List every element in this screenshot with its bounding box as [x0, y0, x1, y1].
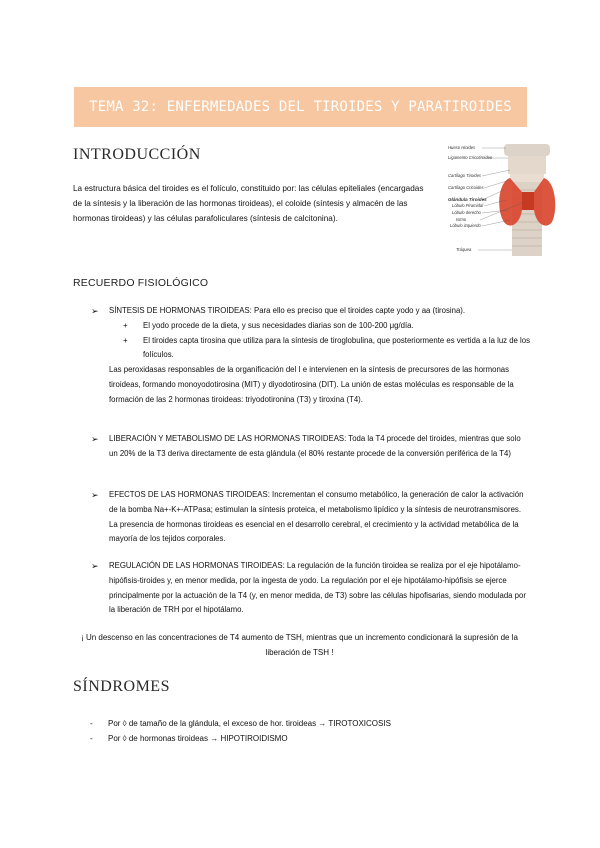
thyroid-cartilage	[508, 156, 546, 174]
highlight-note: ¡ Un descenso en las concentraciones de T4 aumento de TSH, mientras que un incremento condicionará la supresión de la liberación de TSH !	[81, 633, 518, 657]
sub-bullet-list	[123, 319, 531, 363]
bullet-regulacion	[91, 559, 531, 618]
figure-label: Hueso Hioides	[448, 145, 476, 150]
sub-bullet: + El tiroides capta tirosina que utiliza para la síntesis de tiroglobulina, que posteriormente es vertida a la luz de los folículos.	[123, 335, 531, 360]
intro-paragraph: La estructura básica del tiroides es el folículo, constituido por: las células epiteliales (encargadas de la síntesis y la liberación de las hormonas tiroideas), el coloide (síntesis y almacén de las hormonas tiroideas) y las células parafoliculares (síntesis de calcitonina).	[73, 184, 424, 223]
list-item: - Por ◊ de tamaño de la glándula, el exceso de hor. tiroideas → TIROTOXICOSIS	[90, 719, 391, 728]
title-banner	[74, 87, 527, 127]
page-title: TEMA 32: ENFERMEDADES DEL TIROIDES Y PARATIROIDES	[89, 99, 512, 115]
hyoid-bone	[504, 144, 550, 156]
figure-label: Lóbulo derecho	[452, 210, 481, 215]
figure-label: Lóbulo Piramidal	[452, 203, 484, 208]
bullet-text: REGULACIÓN DE LAS HORMONAS TIROIDEAS: La regulación de la función tiroidea se realiza por el eje hipotálamo-hipófisis-tiroides y, en menor medida, por la ingesta de yodo. La regulación por el eje hipotálamo-hipófisis se ejerce principalmente por la actuación de la T4 (y, en menor medida, de T3) sobre las células hipofisarias, siendo modulada por la liberación de TRH por el hipotálamo.	[109, 561, 526, 615]
figure-label: Istmo	[456, 217, 467, 222]
bullet-liberacion	[91, 432, 531, 462]
figure-label: Ligamento Cricotiroideo	[448, 155, 493, 160]
plus-icon: +	[123, 335, 128, 345]
list-item: - Por ◊ de hormonas tiroideas → HIPOTIROIDISMO	[90, 734, 288, 743]
figure-label: Glándula Tiroides	[448, 197, 487, 202]
sindromes-heading: SÍNDROMES	[73, 678, 170, 695]
arrow-bullet-icon: ➢	[91, 490, 99, 500]
bullet-text: SÍNTESIS DE HORMONAS TIROIDEAS: Para ello es preciso que el tiroides capte yodo y aa (tirosina).	[109, 306, 466, 315]
arrow-bullet-icon: ➢	[91, 434, 99, 444]
arrow-bullet-icon: ➢	[91, 561, 99, 571]
figure-label: Tráquea	[456, 247, 472, 252]
arrow-bullet-icon: ➢	[91, 306, 99, 316]
sub-bullet: + El yodo procede de la dieta, y sus necesidades diarias son de 100-200 μg/día.	[123, 319, 531, 334]
bullet-sintesis	[91, 304, 531, 408]
figure-label: Lóbulo izquierdo	[450, 223, 481, 228]
intro-heading: INTRODUCCIÓN	[73, 146, 201, 163]
bullet-efectos	[91, 488, 531, 547]
sindromes-list	[90, 716, 391, 746]
bullet-extra-text: Las peroxidasas responsables de la organificación del I e intervienen en la síntesis de precursores de las hormonas tiroideas, formando monoyodotirosina (MIT) y diyodotirosina (DIT). La unión de estas moléculas es responsable de la formación de las 2 hormonas tiroideas: triyodotironina (T3) y tiroxina (T4).	[109, 365, 514, 404]
figure-label: Cartílago Cricoides	[448, 185, 484, 190]
plus-icon: +	[123, 320, 128, 330]
figure-label: Cartílago Tiroides	[448, 173, 482, 178]
bullet-text: LIBERACIÓN Y METABOLISMO DE LAS HORMONAS TIROIDEAS: Toda la T4 procede del tiroides, mientras que solo un 20% de la T3 deriva directamente de esta glándula (el 80% restante procede de la conversión periférica de la T4)	[109, 434, 521, 458]
recuerdo-heading: RECUERDO FISIOLÓGICO	[73, 277, 209, 289]
bullet-text: EFECTOS DE LAS HORMONAS TIROIDEAS: Incrementan el consumo metabólico, la generación de calor la activación de la bomba Na+-K+-ATPasa; estimulan la síntesis proteica, el metabolismo lipídico y la síntesis de neurotransmisores. La presencia de hormonas tiroideas es esencial en el desarrollo cerebral, el crecimiento y la actividad metabólica de la mayoría de los tejidos corporales.	[109, 490, 524, 544]
thyroid-anatomy-figure	[448, 140, 558, 260]
